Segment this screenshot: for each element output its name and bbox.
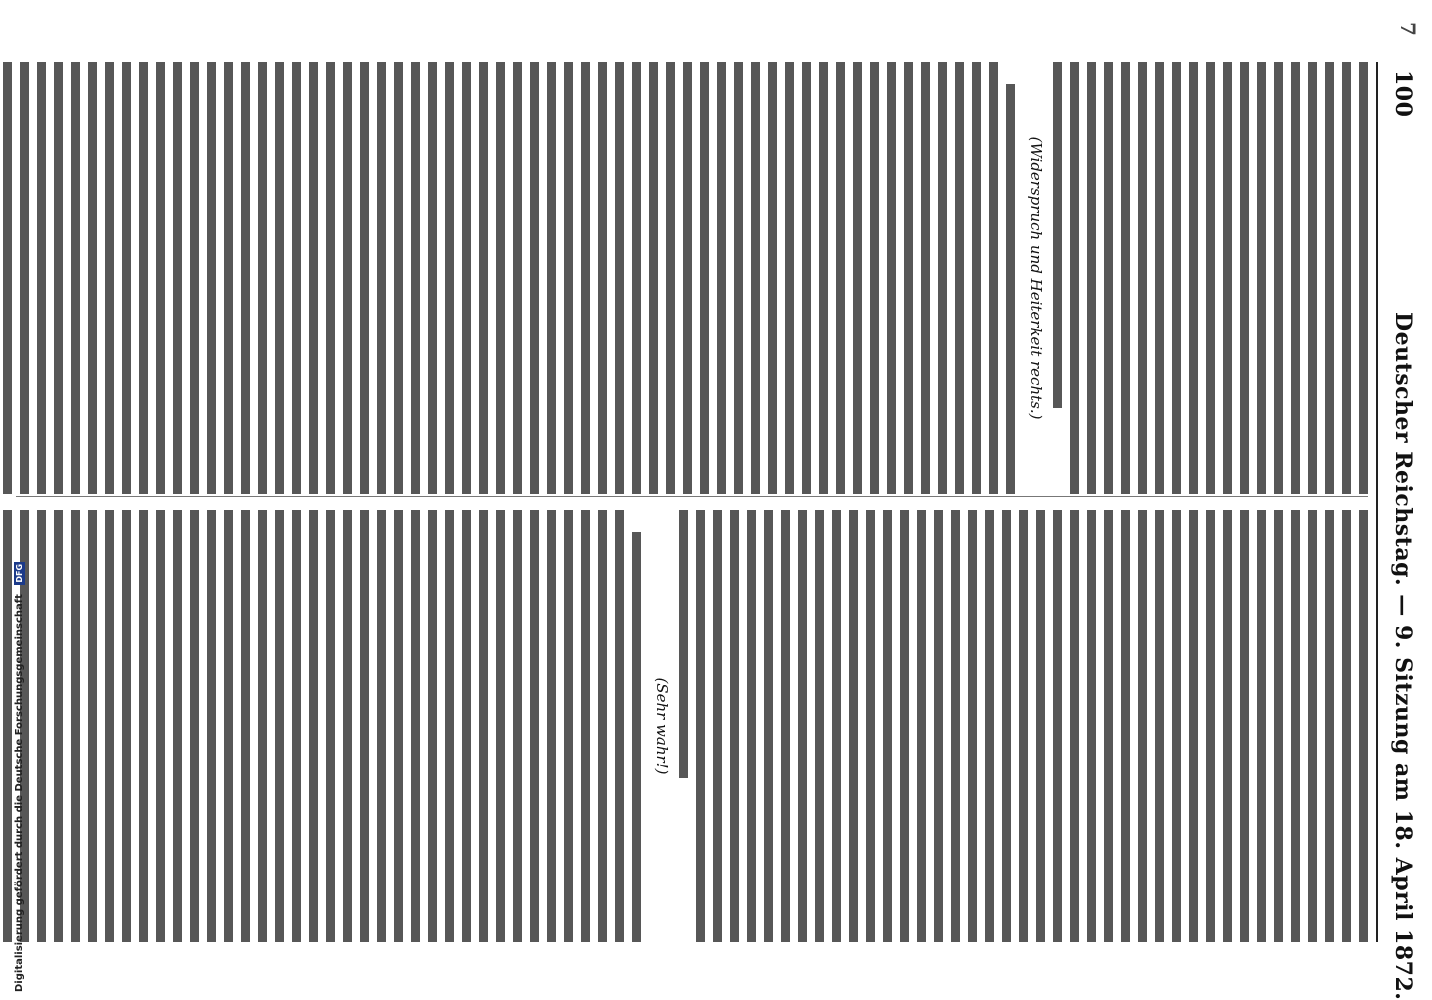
text-line xyxy=(1291,62,1300,494)
text-line xyxy=(934,510,943,942)
text-line xyxy=(224,62,233,494)
text-line xyxy=(1104,510,1113,942)
text-line xyxy=(632,532,641,942)
text-line xyxy=(802,62,811,494)
text-line xyxy=(849,510,858,942)
text-line xyxy=(832,510,841,942)
text-line xyxy=(1257,510,1266,942)
text-line xyxy=(190,510,199,942)
text-line xyxy=(547,510,556,942)
text-line xyxy=(700,62,709,494)
text-line xyxy=(173,62,182,494)
text-line xyxy=(1019,510,1028,942)
text-line xyxy=(462,62,471,494)
text-line xyxy=(768,62,777,494)
text-paragraph xyxy=(0,62,1015,494)
text-line xyxy=(985,510,994,942)
text-line xyxy=(1053,510,1062,942)
text-line xyxy=(598,62,607,494)
text-line xyxy=(71,510,80,942)
remark-sehr-wahr: (Sehr wahr!) xyxy=(653,677,671,775)
text-line xyxy=(1240,62,1249,494)
text-line xyxy=(921,62,930,494)
text-line xyxy=(394,62,403,494)
text-line xyxy=(1325,510,1334,942)
text-line xyxy=(1274,62,1283,494)
text-line xyxy=(730,510,739,942)
text-line xyxy=(866,510,875,942)
text-line xyxy=(1257,62,1266,494)
text-line xyxy=(3,510,12,942)
header-rule xyxy=(1376,62,1378,942)
edge-mark: 7 xyxy=(1396,22,1420,37)
text-line xyxy=(156,510,165,942)
digitization-note: Digitalisierung gefördert durch die Deutsche Forschungsgemeinschaft xyxy=(14,594,25,992)
text-line xyxy=(1155,62,1164,494)
text-line xyxy=(20,62,29,494)
text-line xyxy=(679,510,688,778)
text-line xyxy=(696,510,705,942)
text-line xyxy=(747,510,756,942)
text-line xyxy=(564,62,573,494)
text-line xyxy=(428,510,437,942)
text-line xyxy=(275,62,284,494)
text-line xyxy=(411,510,420,942)
text-line xyxy=(1006,84,1015,494)
text-line xyxy=(1308,510,1317,942)
text-line xyxy=(853,62,862,494)
text-line xyxy=(615,510,624,942)
text-line xyxy=(496,510,505,942)
text-line xyxy=(326,510,335,942)
text-line xyxy=(105,62,114,494)
text-line xyxy=(1155,510,1164,942)
text-line xyxy=(1206,510,1215,942)
text-line xyxy=(1308,62,1317,494)
text-line xyxy=(156,62,165,494)
text-line xyxy=(785,62,794,494)
text-line xyxy=(1121,62,1130,494)
text-paragraph xyxy=(1053,62,1368,494)
text-line xyxy=(54,510,63,942)
text-line xyxy=(258,510,267,942)
text-line xyxy=(1070,62,1079,494)
text-line xyxy=(938,62,947,494)
text-line xyxy=(88,62,97,494)
text-line xyxy=(581,62,590,494)
text-line xyxy=(1274,510,1283,942)
text-line xyxy=(360,62,369,494)
text-line xyxy=(343,62,352,494)
text-line xyxy=(1002,510,1011,942)
left-text-column xyxy=(0,62,1368,494)
text-line xyxy=(883,510,892,942)
text-line xyxy=(513,510,522,942)
text-line xyxy=(479,510,488,942)
text-paragraph xyxy=(0,510,641,942)
text-line xyxy=(836,62,845,494)
text-line xyxy=(1325,62,1334,494)
dfg-logo: DFG xyxy=(15,563,24,583)
text-line xyxy=(462,510,471,942)
text-line xyxy=(326,62,335,494)
text-line xyxy=(1087,510,1096,942)
text-line xyxy=(1223,62,1232,494)
text-line xyxy=(1342,62,1351,494)
text-line xyxy=(292,62,301,494)
text-line xyxy=(360,510,369,942)
text-line xyxy=(428,62,437,494)
text-line xyxy=(1053,62,1062,408)
text-line xyxy=(241,510,250,942)
text-line xyxy=(904,62,913,494)
text-line xyxy=(530,510,539,942)
text-line xyxy=(1189,510,1198,942)
text-line xyxy=(173,510,182,942)
text-line xyxy=(88,510,97,942)
text-line xyxy=(917,510,926,942)
text-line xyxy=(1138,510,1147,942)
column-divider xyxy=(16,496,1368,497)
text-line xyxy=(666,62,675,494)
text-line xyxy=(1291,510,1300,942)
text-line xyxy=(598,510,607,942)
text-line xyxy=(190,62,199,494)
text-line xyxy=(394,510,403,942)
text-line xyxy=(1036,510,1045,942)
text-line xyxy=(122,62,131,494)
text-line xyxy=(1121,510,1130,942)
text-line xyxy=(951,510,960,942)
text-line xyxy=(717,62,726,494)
text-paragraph xyxy=(679,510,1368,942)
text-line xyxy=(1104,62,1113,494)
text-line xyxy=(819,62,828,494)
text-line xyxy=(445,510,454,942)
text-line xyxy=(887,62,896,494)
text-line xyxy=(1070,510,1079,942)
text-line xyxy=(713,510,722,942)
text-line xyxy=(139,62,148,494)
text-line xyxy=(870,62,879,494)
text-line xyxy=(530,62,539,494)
text-line xyxy=(54,62,63,494)
text-line xyxy=(207,510,216,942)
text-line xyxy=(764,510,773,942)
text-line xyxy=(3,62,12,494)
text-line xyxy=(1223,510,1232,942)
text-line xyxy=(1138,62,1147,494)
text-line xyxy=(1359,510,1368,942)
text-line xyxy=(292,510,301,942)
text-line xyxy=(275,510,284,942)
text-line xyxy=(955,62,964,494)
text-line xyxy=(547,62,556,494)
text-line xyxy=(309,510,318,942)
text-line xyxy=(309,62,318,494)
text-line xyxy=(581,510,590,942)
text-line xyxy=(683,62,692,494)
text-line xyxy=(258,62,267,494)
text-line xyxy=(1087,62,1096,494)
text-line xyxy=(207,62,216,494)
text-line xyxy=(1359,62,1368,494)
text-line xyxy=(411,62,420,494)
text-line xyxy=(37,510,46,942)
text-line xyxy=(649,62,658,494)
text-line xyxy=(71,62,80,494)
text-line xyxy=(632,62,641,494)
text-line xyxy=(377,510,386,942)
text-line xyxy=(968,510,977,942)
text-line xyxy=(343,510,352,942)
right-text-column xyxy=(0,510,1368,942)
text-line xyxy=(224,510,233,942)
page-header xyxy=(1382,22,1422,1000)
page-number: 100 xyxy=(1390,70,1416,118)
text-line xyxy=(564,510,573,942)
text-line xyxy=(1189,62,1198,494)
text-line xyxy=(1172,62,1181,494)
text-line xyxy=(479,62,488,494)
remark-widerspruch: (Widerspruch und Heiterkeit rechts.) xyxy=(1027,136,1045,420)
text-line xyxy=(37,62,46,494)
text-line xyxy=(1206,62,1215,494)
text-line xyxy=(751,62,760,494)
text-line xyxy=(241,62,250,494)
text-line xyxy=(105,510,114,942)
text-line xyxy=(122,510,131,942)
text-line xyxy=(445,62,454,494)
text-line xyxy=(496,62,505,494)
text-line xyxy=(781,510,790,942)
text-line xyxy=(815,510,824,942)
text-line xyxy=(1342,510,1351,942)
text-line xyxy=(615,62,624,494)
text-line xyxy=(900,510,909,942)
text-line xyxy=(139,510,148,942)
text-line xyxy=(377,62,386,494)
text-line xyxy=(972,62,981,494)
text-line xyxy=(798,510,807,942)
text-line xyxy=(734,62,743,494)
text-line xyxy=(1240,510,1249,942)
text-line xyxy=(989,62,998,494)
running-title: Deutscher Reichstag. — 9. Sitzung am 18. April 1872. xyxy=(1390,312,1416,1000)
text-line xyxy=(513,62,522,494)
text-line xyxy=(1172,510,1181,942)
